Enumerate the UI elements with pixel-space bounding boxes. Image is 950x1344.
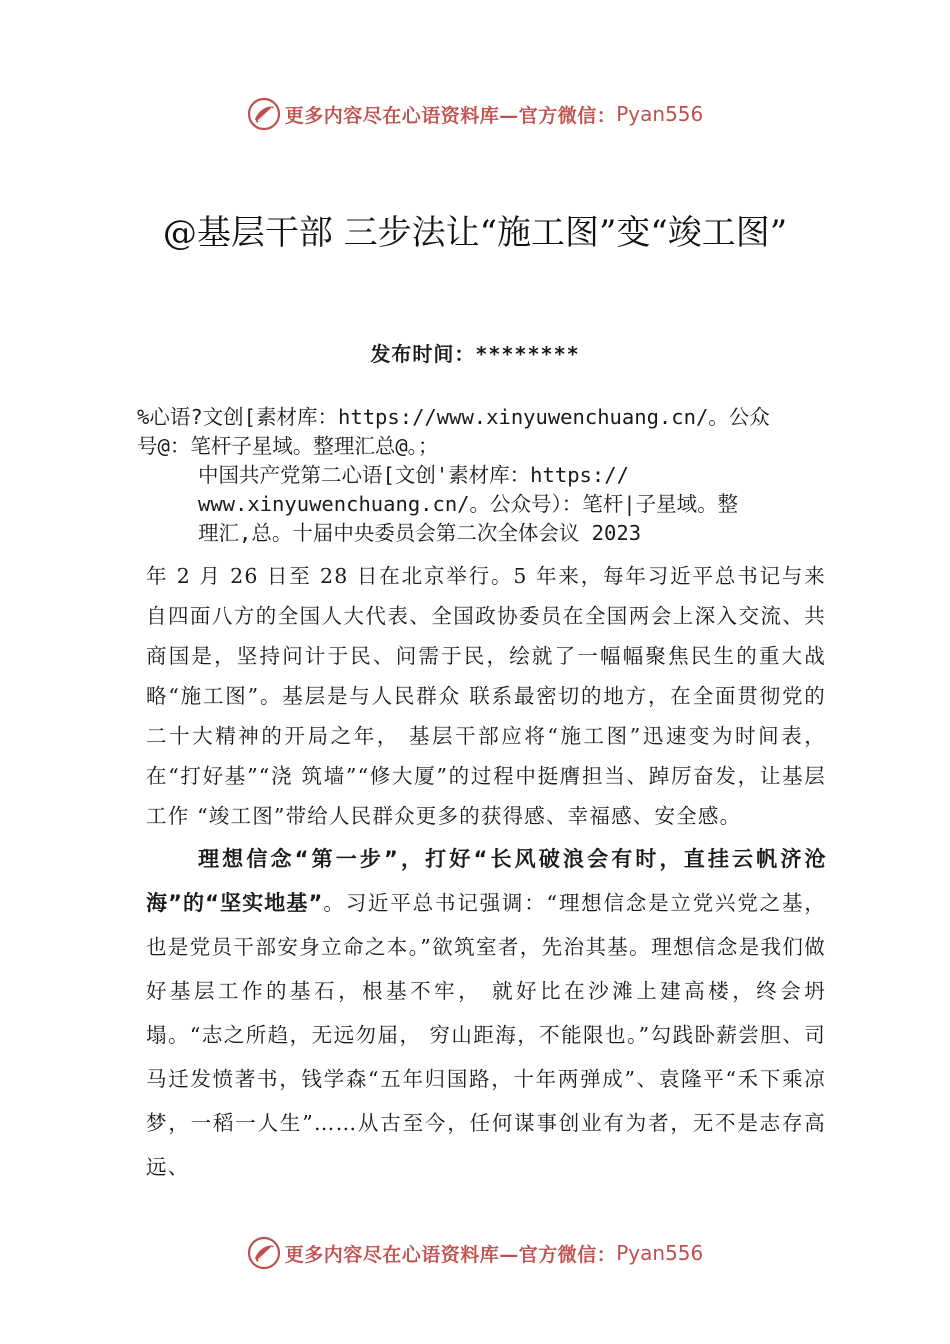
banner-text: 更多内容尽在心语资料库—官方微信： (284, 104, 617, 127)
source-line: 中国共产党第二心语[文创'素材库：https:// (198, 463, 629, 487)
source-note-block-1 (137, 403, 770, 461)
source-line: www.xinyuwenchuang.cn/。公众号）：笔杆|子星域。整 (198, 492, 739, 516)
document-title: @基层干部 三步法让“施工图”变“竣工图” (162, 213, 788, 253)
footer-banner (0, 1233, 950, 1273)
source-note-block-2 (198, 461, 738, 548)
article-body (146, 556, 826, 1189)
source-line: %心语?文创[素材库：https://www.xinyuwenchuang.cn/。公众 (137, 405, 770, 429)
source-line: 理汇,总。十届中央委员会第二次全体会议 2023 (198, 521, 642, 545)
banner-wechat-id: Pyan556 (616, 102, 704, 126)
logo-icon (247, 97, 281, 131)
logo-icon (247, 1236, 281, 1270)
section-heading: 理想信念“第一步”，打好“长风破浪会有时，直挂云帆济沧海”的“坚实地基” (146, 847, 826, 915)
section-paragraph (146, 837, 826, 1189)
paragraph: 年 2 月 26 日至 28 日在北京举行。5 年来，每年习近平总书记与来自四面八方的全国人大代表、全国政协委员在全国两会上深入交流、共商国是，坚持问计于民、问需于民，绘就了一幅幅聚焦民生的重大战略“施工图”。基层是与人民群众 联系最密切的地方，在全面贯彻党的二十大精神的开局之年， 基层干部应将“施工图”迅速变为时间表，在“打好基”“浇 筑墙”“修大厦”的过程中挺膺担当、踔厉奋发，让基层工作 “竣工图”带给人民群众更多的获得感、幸福感、安全感。 (146, 564, 826, 828)
banner-wechat-id: Pyan556 (616, 1241, 704, 1265)
section-body: 。习近平总书记强调：“理想信念是立党兴党之基，也是党员干部安身立命之本。”欲筑室者，先治其基。理想信念是我们做好基层工作的基石，根基不牢， 就好比在沙滩上建高楼，终会坍塌。“志之所趋，无远勿届， 穷山距海，不能限也。”勾践卧薪尝胆、司马迁发愤著书，钱学森“五年归国路，十年两弹成”、袁隆平“禾下乘凉梦，一稻一人生”……从古至今，任何谋事创业有为者，无不是志存高远、 (146, 891, 826, 1179)
source-line: 号@：笔杆子星域。整理汇总@。； (137, 434, 439, 458)
header-banner (0, 94, 950, 134)
publish-time: 发布时间：******** (370, 342, 580, 366)
banner-text: 更多内容尽在心语资料库—官方微信： (284, 1243, 617, 1266)
